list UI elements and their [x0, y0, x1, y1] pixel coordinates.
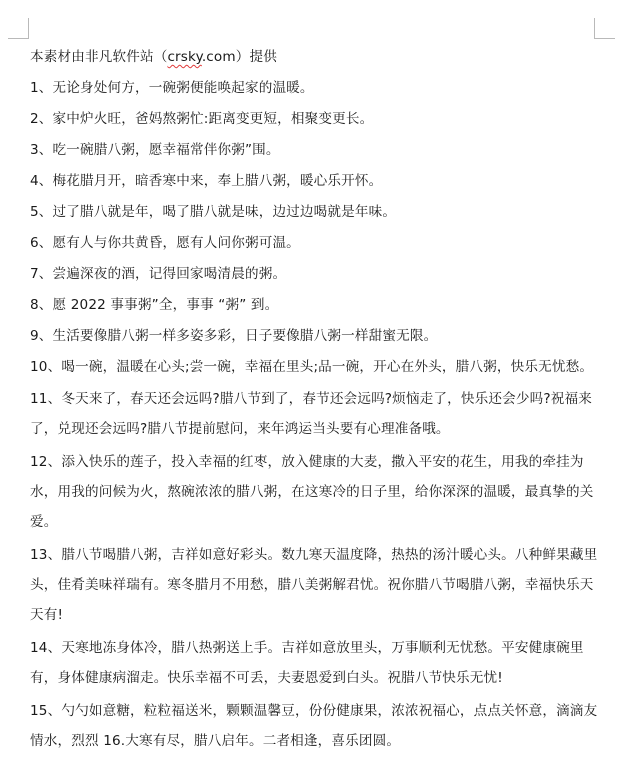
source-site-name: crsky — [167, 49, 202, 65]
list-item-8: 8、愿 2022 事事粥”全，事事 “粥” 到。 — [30, 297, 279, 313]
document-body — [30, 43, 602, 756]
corner-mark-top-right — [594, 18, 615, 39]
list-item-14: 14、天寒地冻身体冷，腊八热粥送上手。吉祥如意放里头，万事顺利无忧愁。平安健康碗里有，身体健康病溜走。快乐幸福不可丢，夫妻恩爱到白头。祝腊八节快乐无忧! — [30, 640, 584, 686]
list-item-1: 1、无论身处何方，一碗粥便能唤起家的温暖。 — [30, 80, 314, 96]
source-prefix: 本素材由非凡软件站（ — [30, 49, 168, 65]
list-item-5: 5、过了腊八就是年，喝了腊八就是味，边过边喝就是年味。 — [30, 204, 397, 220]
list-item-15: 15、勺勺如意糖，粒粒福送米，颗颗温馨豆，份份健康果，浓浓祝福心，点点关怀意，滴滴友情水，烈烈 16.大寒有尽，腊八启年。二者相逢，喜乐团圆。 — [30, 703, 598, 749]
list-item-9: 9、生活要像腊八粥一样多姿多彩，日子要像腊八粥一样甜蜜无限。 — [30, 328, 438, 344]
list-item-11: 11、冬天来了，春天还会远吗?腊八节到了，春节还会远吗?烦恼走了，快乐还会少吗?祝福来了，兑现还会远吗?腊八节提前慰问，来年鸿运当头要有心理准备哦。 — [30, 391, 592, 437]
source-line — [30, 43, 602, 71]
list-item-12: 12、添入快乐的莲子，投入幸福的红枣，放入健康的大麦，撒入平安的花生，用我的牵挂为水，用我的问候为火，熬碗浓浓的腊八粥，在这寒冷的日子里，给你深深的温暖，最真挚的关爱。 — [30, 454, 594, 530]
list-item-2: 2、家中炉火旺，爸妈熬粥忙:距离变更短，相聚变更长。 — [30, 111, 374, 127]
corner-mark-top-left — [8, 18, 29, 39]
list-item-7: 7、尝遍深夜的酒，记得回家喝清晨的粥。 — [30, 266, 287, 282]
list-item-4: 4、梅花腊月开，暗香寒中来，奉上腊八粥，暖心乐开怀。 — [30, 173, 383, 189]
list-item-10: 10、喝一碗，温暖在心头;尝一碗，幸福在里头;品一碗，开心在外头，腊八粥，快乐无忧愁。 — [30, 359, 594, 375]
list-item-3: 3、吃一碗腊八粥，愿幸福常伴你粥”围。 — [30, 142, 280, 158]
list-item-13: 13、腊八节喝腊八粥，吉祥如意好彩头。数九寒天温度降，热热的汤汁暖心头。八种鲜果藏里头，佳肴美味祥瑞有。寒冬腊月不用愁，腊八美粥解君忧。祝你腊八节喝腊八粥，幸福快乐天天有! — [30, 547, 598, 623]
list-item-6: 6、愿有人与你共黄昏，愿有人问你粥可温。 — [30, 235, 300, 251]
source-suffix: .com）提供 — [201, 49, 278, 65]
